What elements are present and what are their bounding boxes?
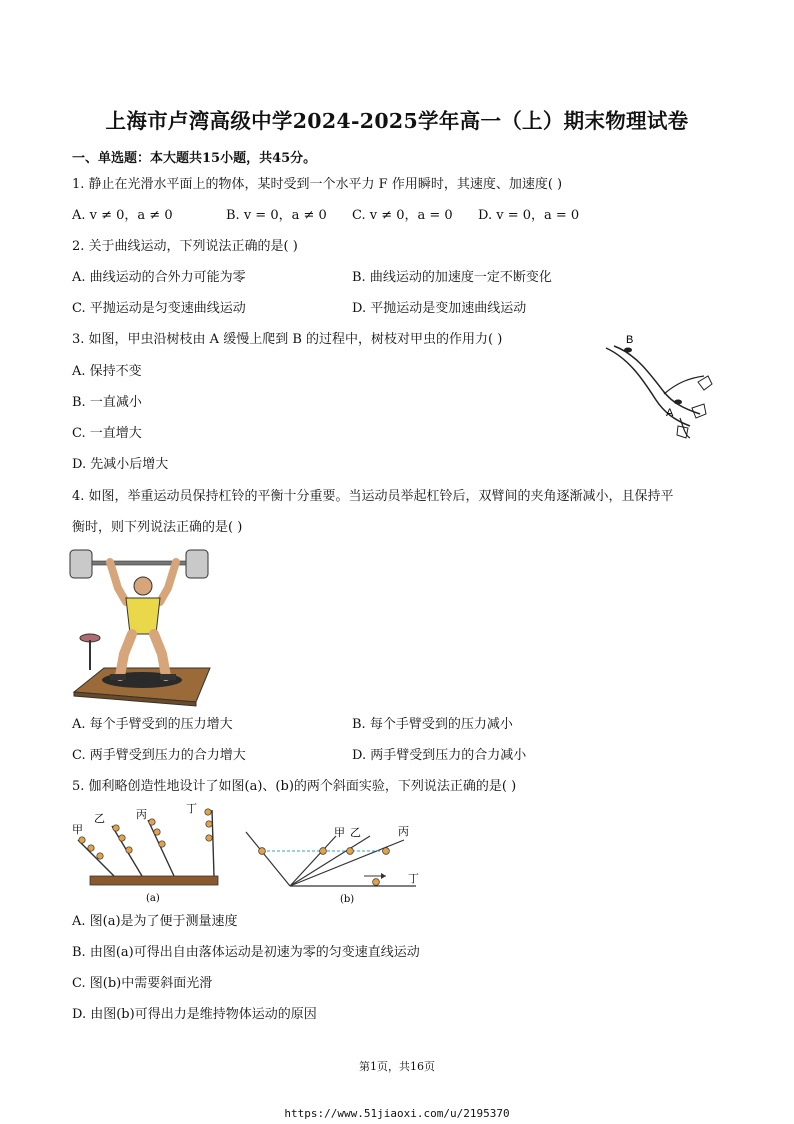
q4-option-d: D. 两手臂受到压力的合力减小	[352, 748, 527, 763]
fig-b-caption: (b)	[340, 894, 355, 905]
q2-option-a: A. 曲线运动的合外力可能为零	[72, 270, 246, 285]
q3-option-a: A. 保持不变	[72, 364, 142, 379]
q4-stem-line1: 4. 如图，举重运动员保持杠铃的平衡十分重要。当运动员举起杠铃后，双臂间的夹角逐渐减小，且保持平	[72, 489, 674, 504]
q3-option-c: C. 一直增大	[72, 426, 142, 441]
q5-option-b: B. 由图(a)可得出自由落体运动是初速为零的匀变速直线运动	[72, 945, 420, 960]
q4-option-b: B. 每个手臂受到的压力减小	[352, 717, 513, 732]
q4-stem-line2: 衡时，则下列说法正确的是( )	[72, 520, 243, 535]
section-heading: 一、单选题：本大题共15小题，共45分。	[72, 151, 317, 166]
page-title: 上海市卢湾高级中学2024-2025学年高一（上）期末物理试卷	[105, 109, 689, 133]
q2-option-d: D. 平抛运动是变加速曲线运动	[352, 301, 527, 316]
q1-stem: 1. 静止在光滑水平面上的物体，某时受到一个水平力 F 作用瞬时，其速度、加速度( )	[72, 177, 563, 192]
q5-option-c: C. 图(b)中需要斜面光滑	[72, 976, 213, 991]
page-footer: 第1页，共16页	[359, 1060, 435, 1073]
fig-b-label-jia: 甲	[334, 826, 345, 839]
q3-stem: 3. 如图，甲虫沿树枝由 A 缓慢上爬到 B 的过程中，树枝对甲虫的作用力( )	[72, 332, 503, 347]
fig-a-label-jia: 甲	[72, 823, 83, 836]
q1-option-d: D. v = 0，a = 0	[478, 208, 580, 223]
label-b: B	[626, 334, 634, 346]
q1-option-b: B. v = 0，a ≠ 0	[226, 208, 327, 223]
q2-stem: 2. 关于曲线运动，下列说法正确的是( )	[72, 239, 298, 254]
q5-option-a: A. 图(a)是为了便于测量速度	[72, 914, 238, 929]
q2-option-c: C. 平抛运动是匀变速曲线运动	[72, 301, 246, 316]
q2-option-b: B. 曲线运动的加速度一定不断变化	[352, 270, 552, 285]
weightlifter-figure	[68, 542, 218, 707]
q3-option-b: B. 一直减小	[72, 395, 142, 410]
fig-b-label-ding: 丁	[408, 872, 419, 885]
q3-option-d: D. 先减小后增大	[72, 457, 169, 472]
watermark-url: https://www.51jiaoxi.com/u/2195370	[284, 1107, 510, 1120]
fig-b-label-bing: 丙	[398, 825, 409, 838]
fig-a-label-yi: 乙	[94, 812, 105, 825]
q4-option-c: C. 两手臂受到压力的合力增大	[72, 748, 246, 763]
fig-b-label-yi: 乙	[350, 826, 361, 839]
beetle-branch-figure	[600, 330, 725, 440]
incline-figure-a	[66, 800, 226, 908]
fig-a-label-ding: 丁	[186, 802, 197, 815]
fig-a-label-bing: 丙	[136, 808, 147, 821]
label-a: A	[666, 407, 674, 419]
q1-option-c: C. v ≠ 0，a = 0	[352, 208, 453, 223]
q5-option-d: D. 由图(b)可得出力是维持物体运动的原因	[72, 1007, 317, 1022]
q1-option-a: A. v ≠ 0，a ≠ 0	[72, 208, 173, 223]
q5-stem: 5. 伽利略创造性地设计了如图(a)、(b)的两个斜面实验，下列说法正确的是( )	[72, 779, 517, 794]
q4-option-a: A. 每个手臂受到的压力增大	[72, 717, 233, 732]
incline-figure-b	[240, 820, 430, 910]
fig-a-caption: (a)	[146, 893, 160, 904]
